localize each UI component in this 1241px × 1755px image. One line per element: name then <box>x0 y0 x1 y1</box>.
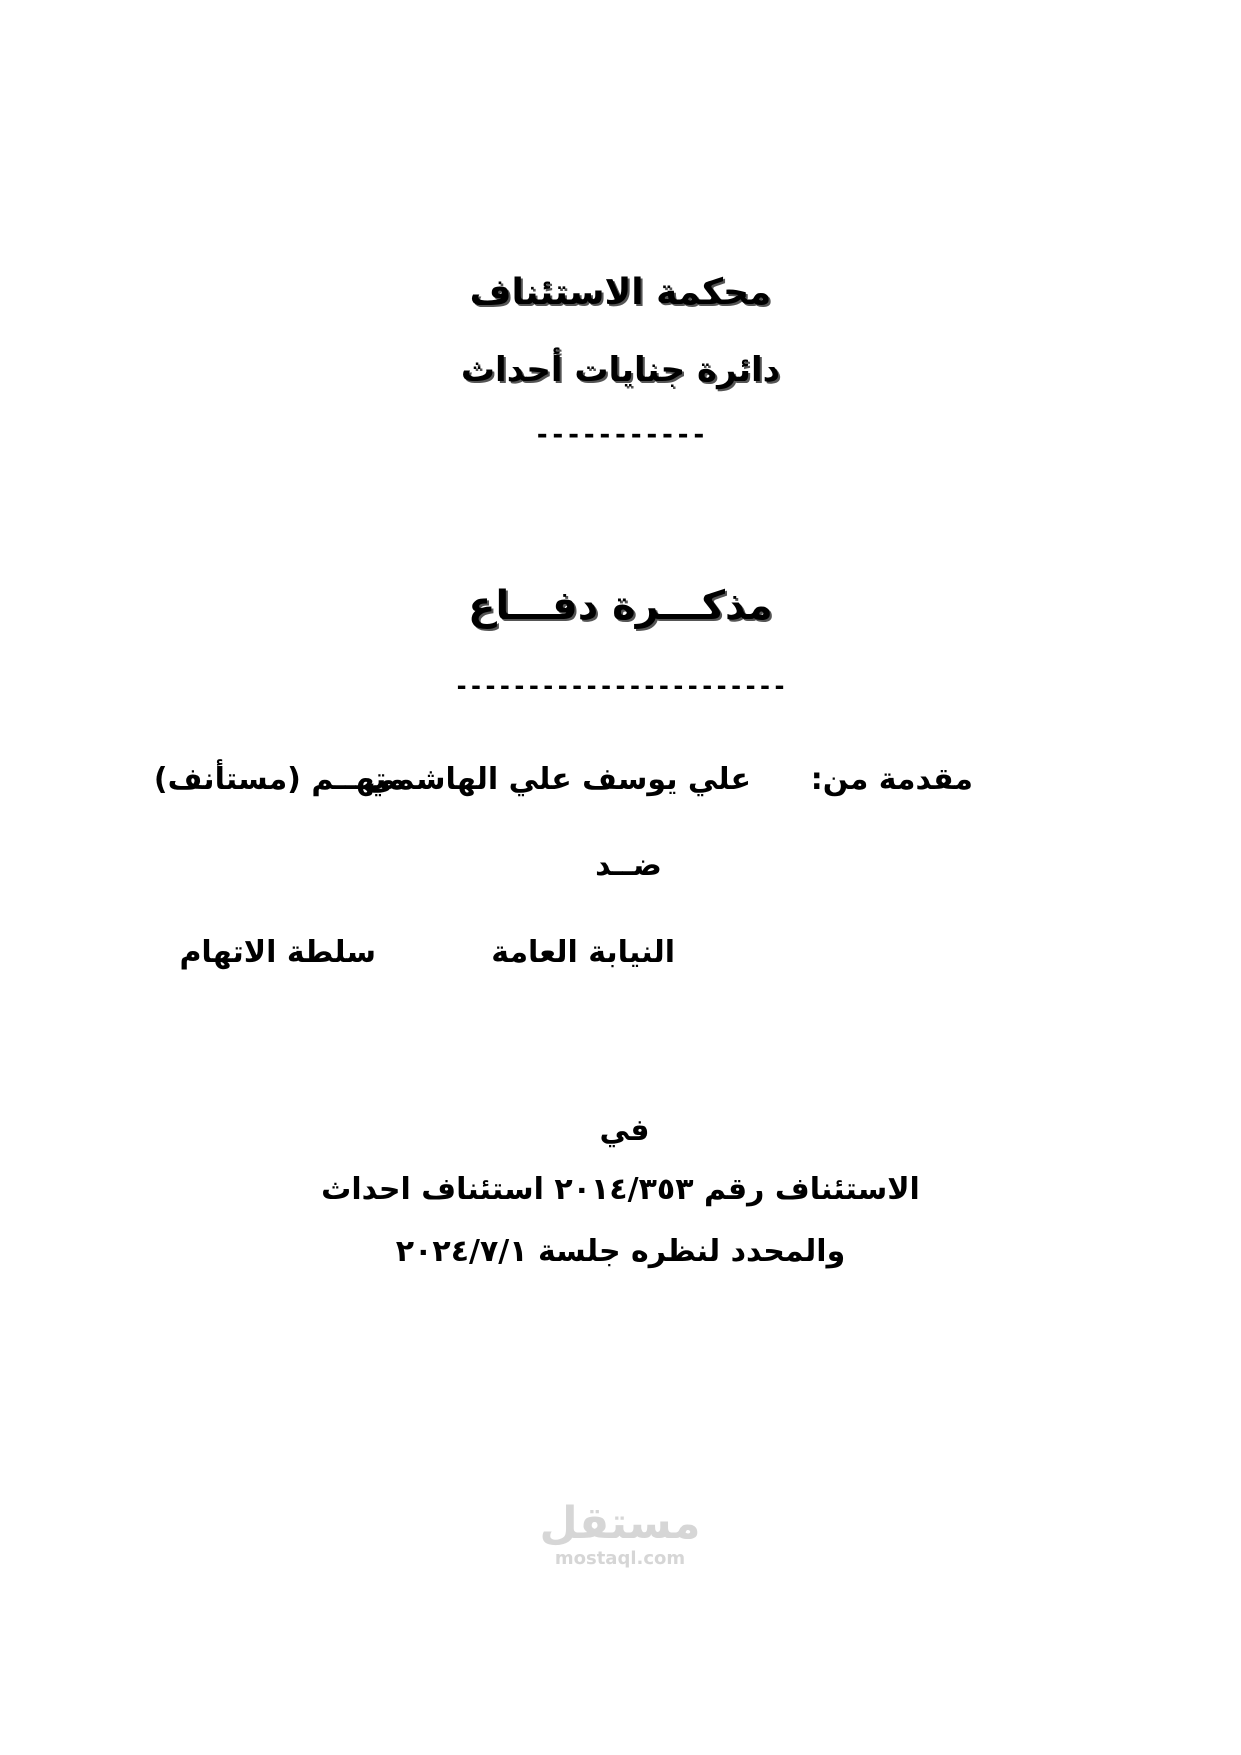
submitted-by-label: مقدمة من: <box>810 762 973 797</box>
long-divider: ----------------------- <box>454 672 787 700</box>
opponent-role: سلطة الاتهام <box>179 935 376 970</box>
against-label: ضــد <box>595 848 662 883</box>
memo-title: مذكـــرة دفـــاع <box>468 583 773 629</box>
defendant-name: علي يوسف علي الهاشمي <box>365 762 751 797</box>
short-divider: ----------- <box>534 420 707 450</box>
watermark-arabic: مستقل <box>539 1498 701 1549</box>
session-date-line: والمحدد لنظره جلسة ٢٠٢٤/٧/١ <box>395 1234 846 1269</box>
defendant-role: متهــم (مستأنف) <box>153 762 406 797</box>
in-label: في <box>599 1113 650 1148</box>
mostaql-watermark <box>520 1500 720 1570</box>
opponent-name: النيابة العامة <box>491 935 675 970</box>
court-name: محكمة الاستئناف <box>469 272 772 313</box>
circuit-name: دائرة جنايات أحداث <box>460 350 781 390</box>
watermark-latin: mostaql.com <box>554 1548 686 1569</box>
appeal-number-line: الاستئناف رقم ٢٠١٤/٣٥٣ استئناف احداث <box>321 1172 920 1207</box>
